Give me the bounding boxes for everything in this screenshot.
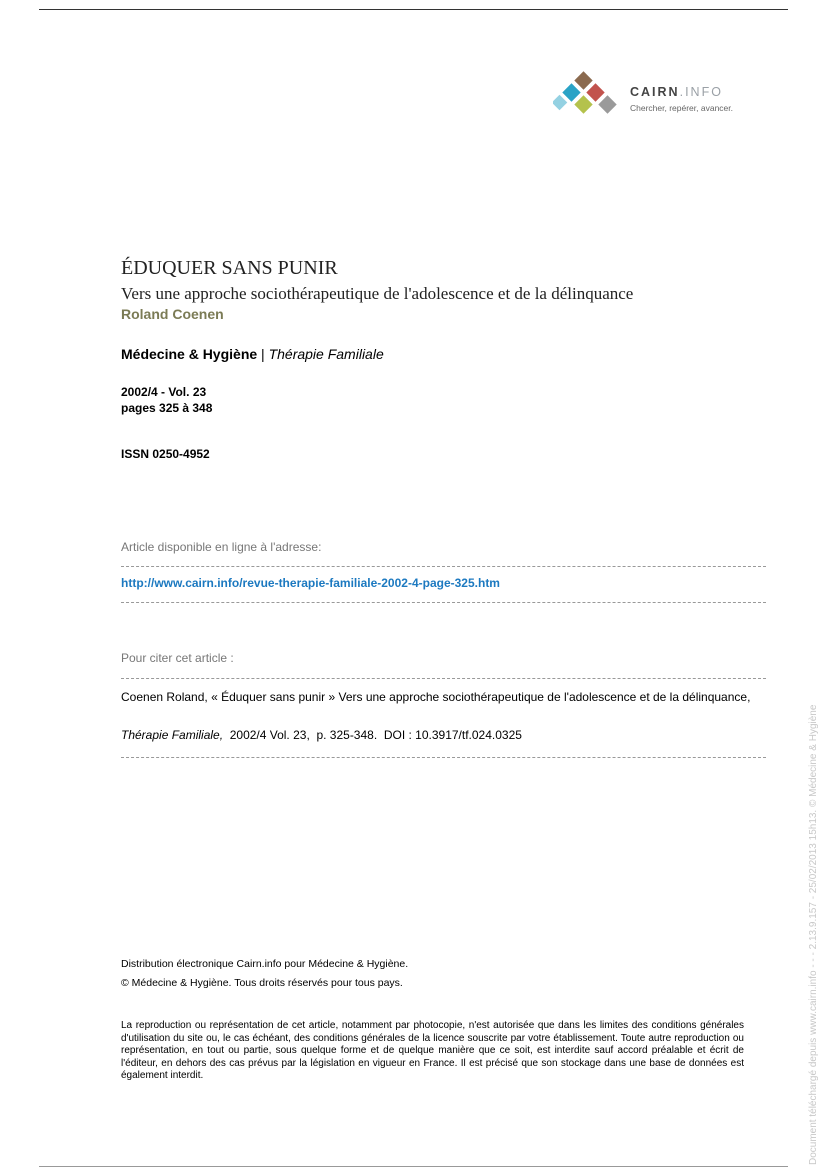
copyright-note: © Médecine & Hygiène. Tous droits réservés pour tous pays. bbox=[121, 977, 403, 989]
bottom-rule bbox=[39, 1166, 788, 1167]
dashed-divider bbox=[121, 566, 766, 567]
citation-label: Pour citer cet article : bbox=[121, 651, 234, 665]
publisher-name: Médecine & Hygiène bbox=[121, 346, 258, 362]
top-rule bbox=[39, 9, 788, 10]
download-watermark: Document téléchargé depuis www.cairn.info - - - 2.13.9.157 - 25/02/2013 15h13. © Médecine & Hygiène bbox=[808, 704, 819, 1165]
logo-name: CAIRN.INFO bbox=[630, 85, 723, 99]
legal-notice: La reproduction ou représentation de cet article, notamment par photocopie, n'est autorisée que dans les limites des conditions générales d'utilisation du site ou, le cas échéant, des conditions générales de la licence souscrite par votre établissement. Toute autre reproduction ou représentation, en tout ou partie, sous quelque forme et de quelque manière que ce soit, est interdite sauf accord préalable et écrit de l'éditeur, en dehors des cas prévus par la législation en vigueur en France. Il est précisé que son stockage dans une base de données est également interdit. bbox=[121, 1020, 744, 1082]
citation-line-1: Coenen Roland, « Éduquer sans punir » Vers une approche sociothérapeutique de l'adolescence et de la délinquance, bbox=[121, 690, 751, 704]
article-author: Roland Coenen bbox=[121, 306, 224, 322]
logo-diamonds-icon bbox=[553, 71, 623, 119]
issue-info bbox=[121, 384, 212, 416]
citation-line-2 bbox=[121, 728, 522, 742]
article-url-link[interactable]: http://www.cairn.info/revue-therapie-familiale-2002-4-page-325.htm bbox=[121, 576, 500, 590]
citation-journal: Thérapie Familiale, bbox=[121, 728, 224, 742]
journal-line bbox=[121, 346, 384, 362]
cairn-logo[interactable] bbox=[553, 71, 753, 119]
distribution-note: Distribution électronique Cairn.info pour Médecine & Hygiène. bbox=[121, 958, 409, 970]
journal-name: Thérapie Familiale bbox=[268, 346, 384, 362]
citation-details: 2002/4 Vol. 23, p. 325-348. DOI : 10.3917/tf.024.0325 bbox=[223, 728, 522, 742]
dashed-divider bbox=[121, 602, 766, 603]
issn: ISSN 0250-4952 bbox=[121, 447, 210, 461]
issue-volume: 2002/4 - Vol. 23 bbox=[121, 385, 207, 399]
article-subtitle: Vers une approche sociothérapeutique de l'adolescence et de la délinquance bbox=[121, 284, 634, 303]
logo-tagline: Chercher, repérer, avancer. bbox=[630, 103, 734, 113]
dashed-divider bbox=[121, 757, 766, 758]
dashed-divider bbox=[121, 678, 766, 679]
journal-separator: | bbox=[261, 346, 265, 362]
issue-pages: pages 325 à 348 bbox=[121, 401, 213, 415]
article-title: ÉDUQUER SANS PUNIR bbox=[121, 257, 338, 279]
online-label: Article disponible en ligne à l'adresse: bbox=[121, 540, 322, 554]
